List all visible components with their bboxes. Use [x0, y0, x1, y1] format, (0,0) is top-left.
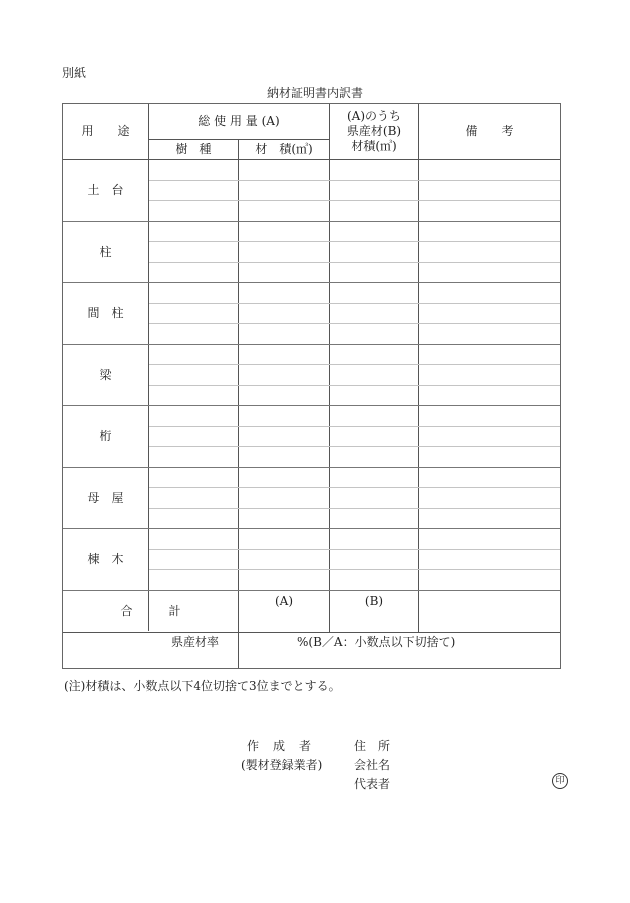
pref-volume-cell[interactable] — [330, 509, 418, 529]
remarks-cell[interactable] — [419, 324, 560, 344]
header-volume: 材 積(㎥) — [255, 142, 313, 156]
footnote: (注)材積は、小数点以下4位切捨て3位までとする。 — [64, 679, 341, 693]
remarks-cell[interactable] — [419, 406, 560, 426]
remarks-cell[interactable] — [419, 427, 560, 447]
remarks-cell[interactable] — [419, 509, 560, 529]
header-remarks: 備 考 — [465, 124, 514, 138]
pref-volume-cell[interactable] — [330, 222, 418, 242]
pref-volume-cell[interactable] — [330, 283, 418, 303]
species-cell[interactable] — [149, 181, 238, 201]
total-b-marker: (B) — [364, 593, 384, 608]
volume-cell[interactable] — [239, 263, 329, 283]
volume-cell[interactable] — [239, 242, 329, 262]
rate-top-line — [63, 632, 560, 633]
remarks-cell[interactable] — [419, 263, 560, 283]
species-cell[interactable] — [149, 550, 238, 570]
total-a-value[interactable] — [239, 609, 329, 631]
remarks-cell[interactable] — [419, 304, 560, 324]
pref-volume-cell[interactable] — [330, 529, 418, 549]
remarks-cell[interactable] — [419, 468, 560, 488]
volume-cell[interactable] — [239, 365, 329, 385]
remarks-cell[interactable] — [419, 488, 560, 508]
remarks-cell[interactable] — [419, 447, 560, 467]
header-total-usage: 総 使 用 量 (A) — [198, 114, 280, 128]
header-usage: 用 途 — [81, 124, 130, 138]
total-remarks[interactable] — [419, 591, 560, 632]
species-cell[interactable] — [149, 529, 238, 549]
remarks-cell[interactable] — [419, 529, 560, 549]
remarks-cell[interactable] — [419, 283, 560, 303]
representative-label: 代表者 — [354, 777, 391, 791]
volume-cell[interactable] — [239, 488, 329, 508]
header-pref-line1: (A)のうち — [346, 109, 402, 123]
remarks-cell[interactable] — [419, 160, 560, 180]
species-cell[interactable] — [149, 406, 238, 426]
volume-cell[interactable] — [239, 509, 329, 529]
remarks-cell[interactable] — [419, 345, 560, 365]
pref-volume-cell[interactable] — [330, 345, 418, 365]
document-title: 納材証明書内訳書 — [266, 86, 363, 100]
address-field[interactable] — [400, 735, 550, 751]
pref-volume-cell[interactable] — [330, 365, 418, 385]
volume-cell[interactable] — [239, 406, 329, 426]
species-cell[interactable] — [149, 427, 238, 447]
species-cell[interactable] — [149, 222, 238, 242]
species-cell[interactable] — [149, 509, 238, 529]
header-species: 樹 種 — [175, 142, 212, 156]
pref-volume-cell[interactable] — [330, 304, 418, 324]
volume-cell[interactable] — [239, 181, 329, 201]
species-cell[interactable] — [149, 283, 238, 303]
seal-icon: 印 — [552, 773, 568, 789]
pref-volume-cell[interactable] — [330, 550, 418, 570]
breakdown-table — [62, 103, 561, 669]
remarks-cell[interactable] — [419, 222, 560, 242]
usage-label: 梁 — [99, 367, 112, 382]
volume-cell[interactable] — [239, 550, 329, 570]
usage-label: 土 台 — [87, 182, 124, 197]
company-field[interactable] — [400, 754, 550, 770]
usage-label: 桁 — [99, 428, 112, 443]
usage-label: 母 屋 — [87, 490, 124, 505]
volume-cell[interactable] — [239, 529, 329, 549]
volume-cell[interactable] — [239, 201, 329, 221]
volume-cell[interactable] — [239, 324, 329, 344]
remarks-cell[interactable] — [419, 570, 560, 590]
usage-label: 柱 — [99, 244, 112, 259]
total-a-marker: (A) — [274, 593, 294, 608]
species-cell[interactable] — [149, 345, 238, 365]
creator-label: 作 成 者 — [247, 739, 313, 753]
species-cell[interactable] — [149, 304, 238, 324]
pref-volume-cell[interactable] — [330, 201, 418, 221]
volume-cell[interactable] — [239, 570, 329, 590]
remarks-cell[interactable] — [419, 386, 560, 406]
total-label: 合 計 — [120, 604, 181, 618]
volume-cell[interactable] — [239, 386, 329, 406]
volume-cell[interactable] — [239, 222, 329, 242]
species-cell[interactable] — [149, 468, 238, 488]
usage-label: 間 柱 — [87, 305, 124, 320]
volume-cell[interactable] — [239, 345, 329, 365]
pref-volume-cell[interactable] — [330, 468, 418, 488]
pref-volume-cell[interactable] — [330, 406, 418, 426]
header-pref-line2: 県産材(B) — [346, 124, 402, 138]
species-cell[interactable] — [149, 488, 238, 508]
remarks-cell[interactable] — [419, 242, 560, 262]
species-cell[interactable] — [149, 447, 238, 467]
species-cell[interactable] — [149, 386, 238, 406]
rate-formula: %(B／A：小数点以下切捨て) — [297, 634, 456, 649]
header-prefectural-volume — [330, 104, 418, 159]
remarks-cell[interactable] — [419, 201, 560, 221]
volume-cell[interactable] — [239, 427, 329, 447]
pref-volume-cell[interactable] — [330, 570, 418, 590]
species-cell[interactable] — [149, 242, 238, 262]
header-pref-line3: 材積(㎥) — [351, 139, 397, 153]
rate-label: 県産材率 — [170, 634, 219, 649]
pref-volume-cell[interactable] — [330, 324, 418, 344]
volume-cell[interactable] — [239, 447, 329, 467]
volume-cell[interactable] — [239, 283, 329, 303]
pref-volume-cell[interactable] — [330, 447, 418, 467]
volume-cell[interactable] — [239, 304, 329, 324]
pref-volume-cell[interactable] — [330, 427, 418, 447]
pref-volume-cell[interactable] — [330, 263, 418, 283]
pref-volume-cell[interactable] — [330, 386, 418, 406]
pref-volume-cell[interactable] — [330, 181, 418, 201]
total-b-value[interactable] — [330, 609, 418, 631]
pref-volume-cell[interactable] — [330, 488, 418, 508]
company-label: 会社名 — [354, 758, 391, 772]
volume-cell[interactable] — [239, 468, 329, 488]
pref-volume-cell[interactable] — [330, 160, 418, 180]
rate-value[interactable] — [239, 634, 295, 650]
species-cell[interactable] — [149, 365, 238, 385]
remarks-cell[interactable] — [419, 365, 560, 385]
creator-sub-label: (製材登録業者) — [241, 758, 323, 772]
address-label: 住 所 — [354, 739, 391, 753]
representative-field[interactable] — [400, 773, 545, 789]
species-cell[interactable] — [149, 201, 238, 221]
species-cell[interactable] — [149, 324, 238, 344]
remarks-cell[interactable] — [419, 181, 560, 201]
usage-label: 棟 木 — [87, 551, 124, 566]
remarks-cell[interactable] — [419, 550, 560, 570]
species-cell[interactable] — [149, 570, 238, 590]
volume-cell[interactable] — [239, 160, 329, 180]
species-cell[interactable] — [149, 160, 238, 180]
pref-volume-cell[interactable] — [330, 242, 418, 262]
species-cell[interactable] — [149, 263, 238, 283]
attachment-label: 別紙 — [62, 66, 87, 80]
